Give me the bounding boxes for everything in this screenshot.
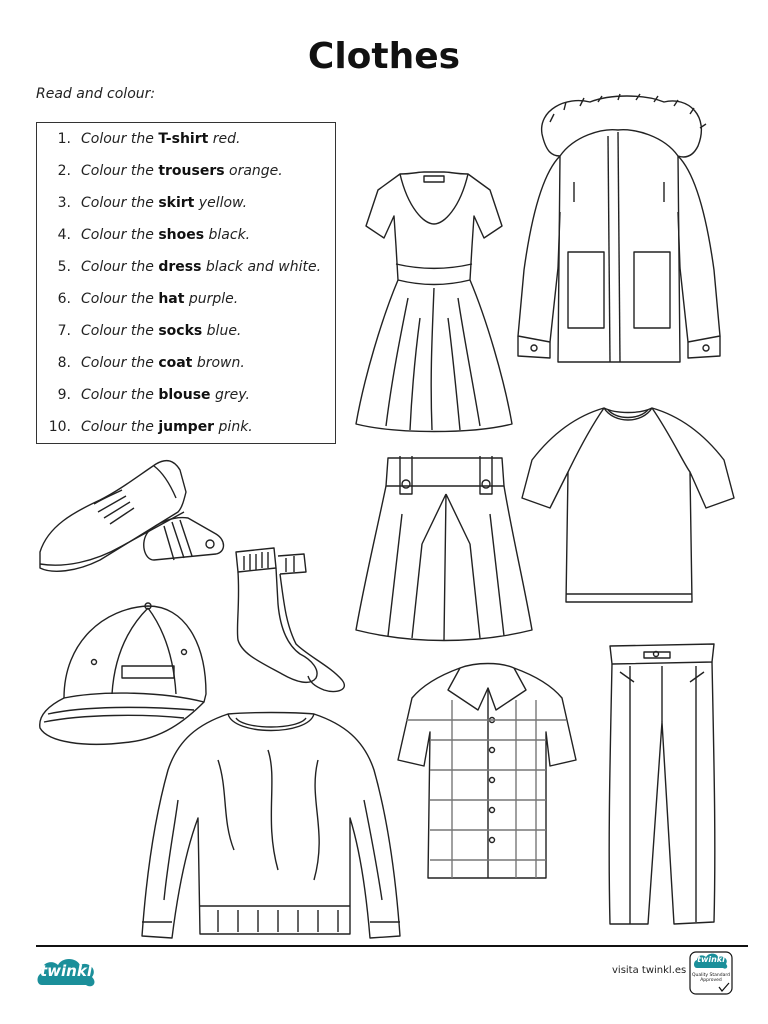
badge-text [689, 973, 733, 983]
skirt-illustration [352, 454, 536, 644]
task-text: Colour the [81, 419, 159, 435]
task-item [37, 195, 337, 211]
badge-line: Quality Standard [692, 973, 730, 978]
task-keyword: socks [158, 323, 203, 339]
task-keyword: trousers [158, 163, 225, 179]
task-item [37, 419, 337, 435]
task-number: 6. [57, 291, 71, 307]
task-list [36, 122, 336, 444]
task-item [37, 387, 337, 403]
task-number: 10. [48, 419, 71, 435]
tshirt-illustration [520, 404, 736, 606]
quality-badge [689, 951, 733, 995]
website-link[interactable]: visita twinkl.es [612, 965, 687, 976]
task-text: Colour the [81, 227, 159, 243]
trousers-illustration [604, 642, 720, 928]
task-item [37, 131, 337, 147]
coat-illustration [514, 92, 724, 370]
task-number: 4. [57, 227, 71, 243]
socks-illustration [230, 544, 358, 694]
task-item [37, 291, 337, 307]
task-colour: brown. [192, 355, 245, 371]
logo-text: twinkl [40, 962, 92, 980]
task-keyword: jumper [158, 419, 215, 435]
task-keyword: hat [158, 291, 185, 307]
badge-logo-text: twinkl [697, 955, 725, 964]
task-item [37, 323, 337, 339]
task-number: 8. [57, 355, 71, 371]
task-number: 5. [57, 259, 71, 275]
dress-illustration [352, 168, 516, 436]
task-colour: orange. [224, 163, 283, 179]
task-item [37, 163, 337, 179]
task-item [37, 355, 337, 371]
task-keyword: T-shirt [158, 131, 209, 147]
task-colour: pink. [214, 419, 253, 435]
badge-line: Approved [700, 978, 722, 983]
task-number: 7. [57, 323, 71, 339]
task-colour: blue. [202, 323, 242, 339]
task-item [37, 259, 337, 275]
task-colour: grey. [210, 387, 250, 403]
task-keyword: blouse [158, 387, 211, 403]
task-text: Colour the [81, 259, 159, 275]
task-text: Colour the [81, 163, 159, 179]
blouse-illustration [396, 660, 578, 882]
jumper-illustration [138, 710, 404, 942]
task-text: Colour the [81, 291, 159, 307]
task-text: Colour the [81, 195, 159, 211]
task-text: Colour the [81, 387, 159, 403]
task-text: Colour the [81, 355, 159, 371]
task-text: Colour the [81, 323, 159, 339]
task-number: 3. [57, 195, 71, 211]
task-keyword: dress [158, 259, 202, 275]
task-keyword: coat [158, 355, 193, 371]
task-number: 9. [57, 387, 71, 403]
task-text: Colour the [81, 131, 159, 147]
task-colour: black and white. [201, 259, 322, 275]
shoes-illustration [34, 456, 228, 578]
task-colour: black. [204, 227, 251, 243]
task-colour: red. [208, 131, 241, 147]
task-keyword: skirt [158, 195, 195, 211]
task-item [37, 227, 337, 243]
twinkl-logo [36, 955, 96, 989]
task-keyword: shoes [158, 227, 205, 243]
task-colour: purple. [184, 291, 239, 307]
task-colour: yellow. [194, 195, 248, 211]
task-number: 2. [57, 163, 71, 179]
worksheet-title: Clothes [307, 36, 461, 77]
footer-divider [36, 945, 748, 947]
task-number: 1. [57, 131, 71, 147]
instruction-text: Read and colour: [36, 86, 156, 102]
